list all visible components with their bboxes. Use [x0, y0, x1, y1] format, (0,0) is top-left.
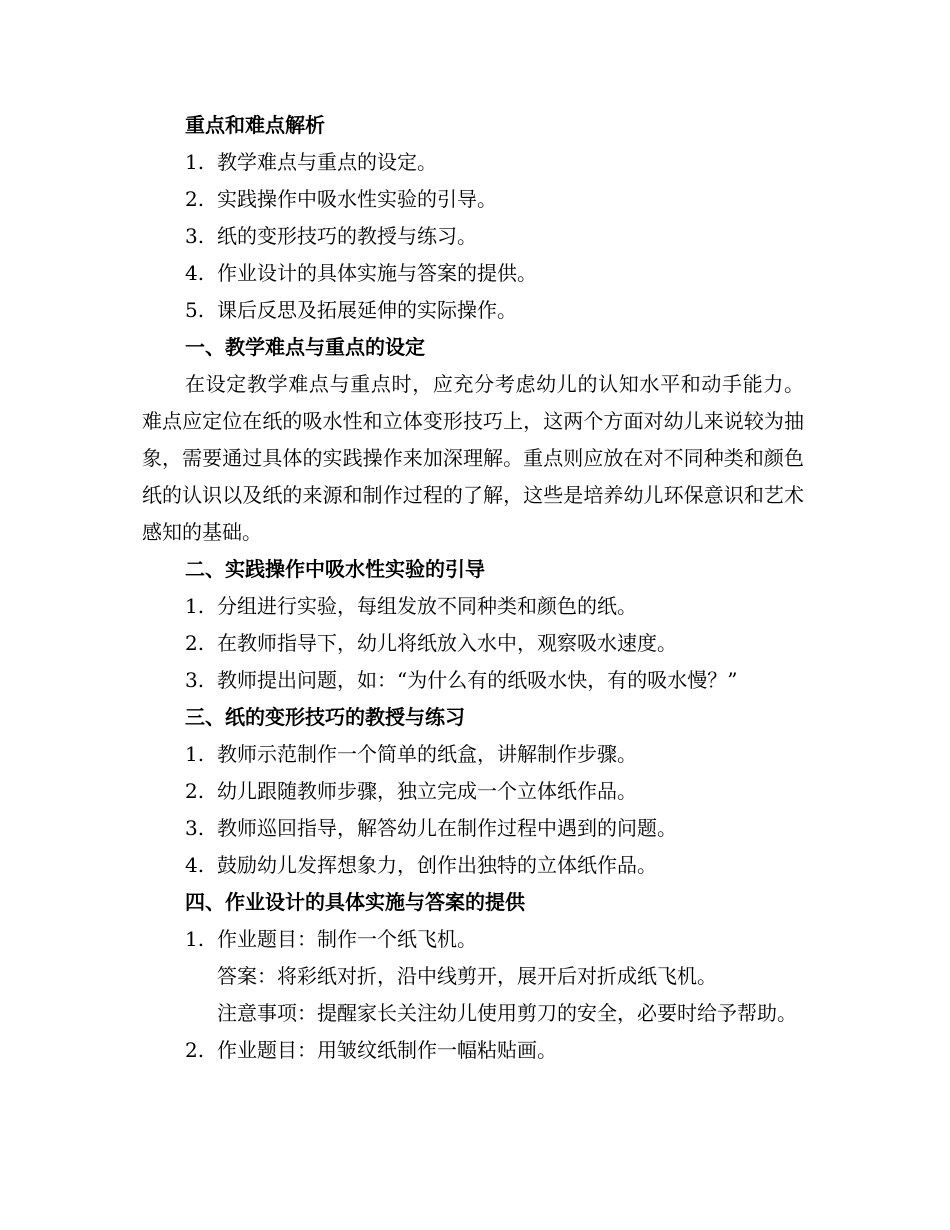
section-4-heading: 四、作业设计的具体实施与答案的提供 — [185, 890, 525, 914]
list-number: 4. — [185, 261, 205, 285]
list-text: 分组进行实验，每组发放不同种类和颜色的纸。 — [217, 594, 637, 618]
list-item — [142, 588, 804, 625]
list-number: 2. — [185, 1038, 205, 1062]
section-2-heading: 二、实践操作中吸水性实验的引导 — [185, 557, 485, 581]
list-text: 在教师指导下，幼儿将纸放入水中，观察吸水速度。 — [217, 631, 677, 655]
list-number: 3. — [185, 668, 205, 692]
list-number: 2. — [185, 187, 205, 211]
list-number: 1. — [185, 742, 205, 766]
section-1-heading: 一、教学难点与重点的设定 — [185, 335, 425, 359]
list-text: 鼓励幼儿发挥想象力，创作出独特的立体纸作品。 — [217, 853, 657, 877]
list-number: 3. — [185, 224, 205, 248]
list-item — [142, 1032, 804, 1069]
list-number: 1. — [185, 150, 205, 174]
list-text: 作业题目：制作一个纸飞机。 — [217, 927, 477, 951]
list-text: 作业设计的具体实施与答案的提供。 — [217, 261, 537, 285]
list-text: 课后反思及拓展延伸的实际操作。 — [217, 298, 517, 322]
list-text: 教学难点与重点的设定。 — [217, 150, 437, 174]
list-item — [142, 218, 804, 255]
list-item — [142, 181, 804, 218]
list-text: 实践操作中吸水性实验的引导。 — [217, 187, 497, 211]
note-text: 注意事项：提醒家长关注幼儿使用剪刀的安全，必要时给予帮助。 — [217, 1001, 797, 1025]
list-item — [142, 144, 804, 181]
list-number: 3. — [185, 816, 205, 840]
list-number: 4. — [185, 853, 205, 877]
list-text: 教师示范制作一个简单的纸盒，讲解制作步骤。 — [217, 742, 637, 766]
list-item — [142, 292, 804, 329]
list-text: 教师巡回指导，解答幼儿在制作过程中遇到的问题。 — [217, 816, 677, 840]
list-number: 1. — [185, 594, 205, 618]
list-number: 2. — [185, 779, 205, 803]
list-text: 幼儿跟随教师步骤，独立完成一个立体纸作品。 — [217, 779, 637, 803]
list-text: 教师提出问题，如：“为什么有的纸吸水快，有的吸水慢？” — [217, 668, 738, 692]
list-item — [142, 921, 804, 958]
list-text: 作业题目：用皱纹纸制作一幅粘贴画。 — [217, 1038, 557, 1062]
overview-heading: 重点和难点解析 — [185, 113, 325, 137]
document-body — [142, 107, 804, 1069]
list-item — [142, 773, 804, 810]
list-item — [142, 255, 804, 292]
list-item — [142, 847, 804, 884]
list-item — [142, 625, 804, 662]
list-item — [142, 662, 804, 699]
section-1-paragraph: 在设定教学难点与重点时，应充分考虑幼儿的认知水平和动手能力。难点应定位在纸的吸水性和立体变形技巧上，这两个方面对幼儿来说较为抽象，需要通过具体的实践操作来加深理解。重点则应放在对不同种类和颜色纸的认识以及纸的来源和制作过程的了解，这些是培养幼儿环保意识和艺术感知的基础。 — [142, 372, 804, 544]
list-item — [142, 736, 804, 773]
answer-text: 答案：将彩纸对折，沿中线剪开，展开后对折成纸飞机。 — [217, 964, 717, 988]
list-number: 2. — [185, 631, 205, 655]
list-text: 纸的变形技巧的教授与练习。 — [217, 224, 477, 248]
list-item — [142, 810, 804, 847]
list-number: 1. — [185, 927, 205, 951]
section-3-heading: 三、纸的变形技巧的教授与练习 — [185, 705, 465, 729]
list-number: 5. — [185, 298, 205, 322]
